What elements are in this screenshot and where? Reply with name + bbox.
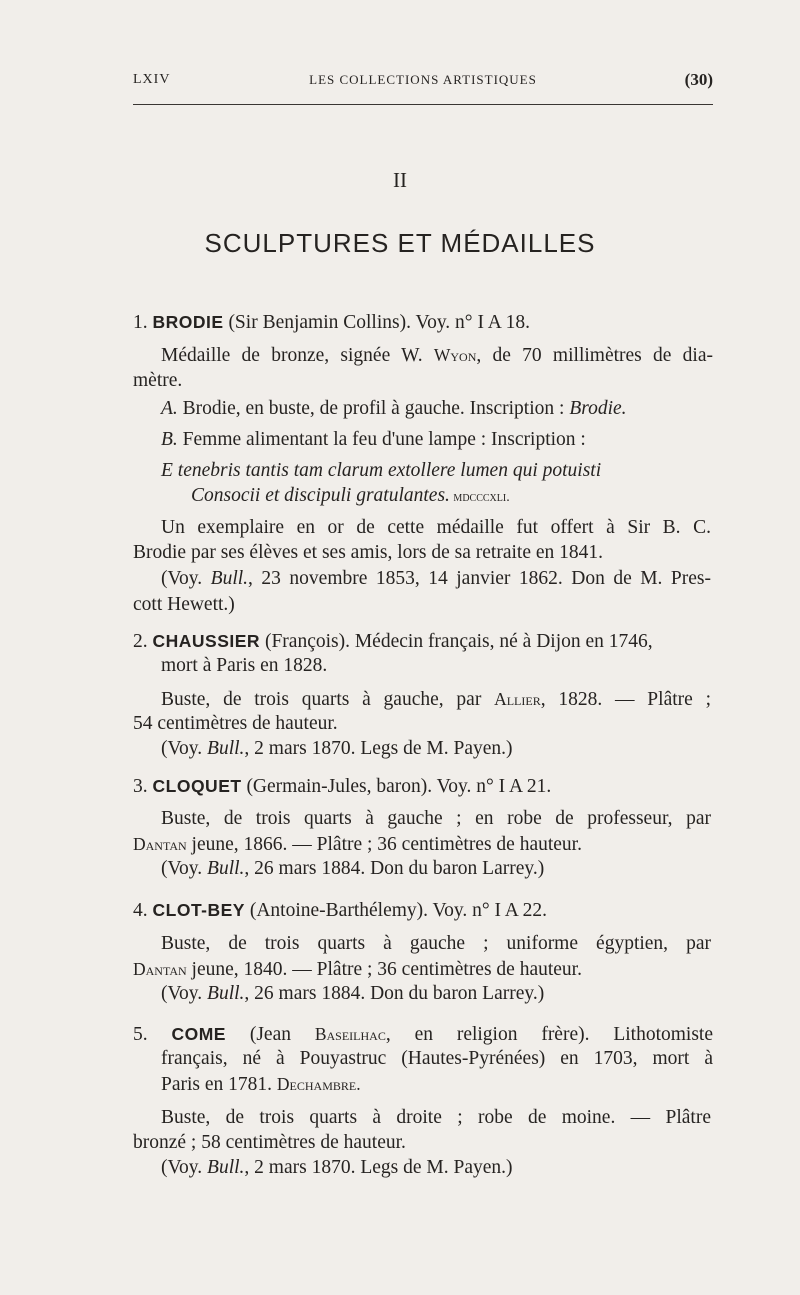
artist-name: Wyon bbox=[433, 345, 477, 365]
entry-name: COME bbox=[171, 1024, 226, 1044]
page-number-roman: LXIV bbox=[133, 72, 171, 87]
text-span: , 2 mars 1870. Legs de M. Payen.) bbox=[244, 738, 513, 759]
reference-line bbox=[161, 1155, 513, 1181]
entry-name: BRODIE bbox=[152, 312, 224, 332]
entry-heading bbox=[133, 1021, 713, 1048]
text-line: mort à Paris en 1828. bbox=[161, 655, 328, 676]
text-span: jeune, 1866. — Plâtre ; 36 centimètres de hauteur. bbox=[186, 834, 582, 855]
entry-heading bbox=[133, 897, 547, 924]
text-line: Buste, de trois quarts à gauche ; en robe de professeur, par bbox=[161, 808, 711, 829]
text-line: mètre. bbox=[133, 370, 183, 391]
text-span: , 1828. — Plâtre ; bbox=[540, 689, 711, 710]
bulletin-ref: Bull. bbox=[207, 1157, 245, 1178]
text-line: français, né à Pouyastruc (Hautes-Pyrénées) en 1703, mort à bbox=[161, 1048, 713, 1069]
text-span: Femme alimentant la feu d'une lampe : Inscription : bbox=[177, 429, 586, 450]
reference-line bbox=[161, 981, 544, 1007]
artist-name: Dantan bbox=[133, 834, 187, 854]
text-line: cott Hewett.) bbox=[133, 594, 235, 615]
face-a-line bbox=[161, 396, 627, 422]
text-line bbox=[133, 831, 582, 858]
text-span: , 26 mars 1884. Don du baron Larrey.) bbox=[244, 858, 545, 879]
artist-name: Dantan bbox=[133, 959, 187, 979]
reference-line bbox=[161, 736, 513, 762]
text-span: (Voy. bbox=[161, 858, 208, 879]
running-title: LES COLLECTIONS ARTISTIQUES bbox=[309, 72, 537, 87]
entry-heading bbox=[133, 773, 551, 800]
entry-details: (François). Médecin français, né à Dijon en 1746, bbox=[260, 631, 653, 652]
text-span: jeune, 1840. — Plâtre ; 36 centimètres de hauteur. bbox=[186, 959, 582, 980]
text-line: Buste, de trois quarts à gauche ; uniforme égyptien, par bbox=[161, 933, 711, 954]
entry-details: (Germain-Jules, baron). Voy. n° I A 21. bbox=[241, 776, 552, 797]
reference-line bbox=[161, 856, 544, 882]
bulletin-ref: Bull. bbox=[210, 568, 249, 589]
entry-details: (Antoine-Barthélemy). Voy. n° I A 22. bbox=[244, 900, 548, 921]
text-span: Paris en 1781. bbox=[161, 1074, 277, 1095]
entry-name: CHAUSSIER bbox=[152, 631, 261, 651]
entry-details: (Sir Benjamin Collins). Voy. n° I A 18. bbox=[223, 312, 531, 333]
text-span: Médaille de bronze, signée W. bbox=[161, 345, 434, 366]
section-number: II bbox=[393, 168, 407, 192]
entry-heading bbox=[133, 628, 653, 655]
bulletin-ref: Bull. bbox=[207, 983, 245, 1004]
text-line: bronzé ; 58 centimètres de hauteur. bbox=[133, 1132, 406, 1153]
text-span: (Voy. bbox=[161, 738, 208, 759]
bulletin-ref: Bull. bbox=[207, 738, 245, 759]
artist-name: Allier bbox=[494, 689, 541, 709]
text-line bbox=[161, 686, 711, 713]
latin-inscription-line: E tenebris tantis tam clarum extollere lumen qui potuisti bbox=[161, 460, 602, 481]
text-span: , 2 mars 1870. Legs de M. Payen.) bbox=[244, 1157, 513, 1178]
inscription-text: Brodie. bbox=[569, 398, 627, 419]
entry-name: CLOT-BEY bbox=[152, 900, 245, 920]
text-line: Buste, de trois quarts à droite ; robe de moine. — Plâtre bbox=[161, 1107, 711, 1128]
text-span: , 26 mars 1884. Don du baron Larrey.) bbox=[244, 983, 545, 1004]
entry-details: (Jean bbox=[225, 1024, 315, 1045]
section-title: SCULPTURES ET MÉDAILLES bbox=[204, 228, 596, 258]
entry-name: CLOQUET bbox=[152, 776, 242, 796]
text-span: Consocii et discipuli gratulantes. bbox=[191, 485, 450, 506]
entry-number: 5. bbox=[133, 1024, 148, 1045]
entry-details: , en religion frère). Lithotomiste bbox=[385, 1024, 713, 1045]
running-header bbox=[133, 72, 713, 96]
entry-number: 2. bbox=[133, 631, 148, 652]
text-span: , 23 novembre 1853, 14 janvier 1862. Don de M. Pres- bbox=[248, 568, 712, 589]
reference-line bbox=[161, 566, 711, 592]
family-name: Baseilhac bbox=[314, 1024, 386, 1044]
face-label: A. bbox=[161, 398, 178, 419]
text-span: (Voy. bbox=[161, 568, 211, 589]
page-number-arabic: (30) bbox=[684, 70, 713, 89]
entry-number: 1. bbox=[133, 312, 148, 333]
face-label: B. bbox=[161, 429, 178, 450]
header-rule bbox=[133, 104, 713, 105]
text-span: (Voy. bbox=[161, 983, 208, 1004]
entry-heading bbox=[133, 309, 530, 336]
text-span: , de 70 millimètres de dia- bbox=[476, 345, 713, 366]
face-b-line bbox=[161, 427, 586, 453]
source-ref: Dechambre. bbox=[276, 1074, 361, 1094]
text-span: Buste, de trois quarts à gauche, par bbox=[161, 689, 495, 710]
text-span: Brodie, en buste, de profil à gauche. Inscription : bbox=[177, 398, 570, 419]
text-line bbox=[161, 1071, 361, 1098]
text-line: 54 centimètres de hauteur. bbox=[133, 713, 338, 734]
text-line: Brodie par ses élèves et ses amis, lors de sa retraite en 1841. bbox=[133, 542, 604, 563]
text-line: Un exemplaire en or de cette médaille fut offert à Sir B. C. bbox=[161, 517, 711, 538]
bulletin-ref: Bull. bbox=[207, 858, 245, 879]
date-numeral: mdcccxli. bbox=[449, 490, 510, 505]
text-line bbox=[161, 342, 713, 369]
text-line bbox=[133, 956, 582, 983]
entry-number: 4. bbox=[133, 900, 148, 921]
text-span: (Voy. bbox=[161, 1157, 208, 1178]
entry-number: 3. bbox=[133, 776, 148, 797]
latin-inscription-line bbox=[191, 483, 510, 511]
